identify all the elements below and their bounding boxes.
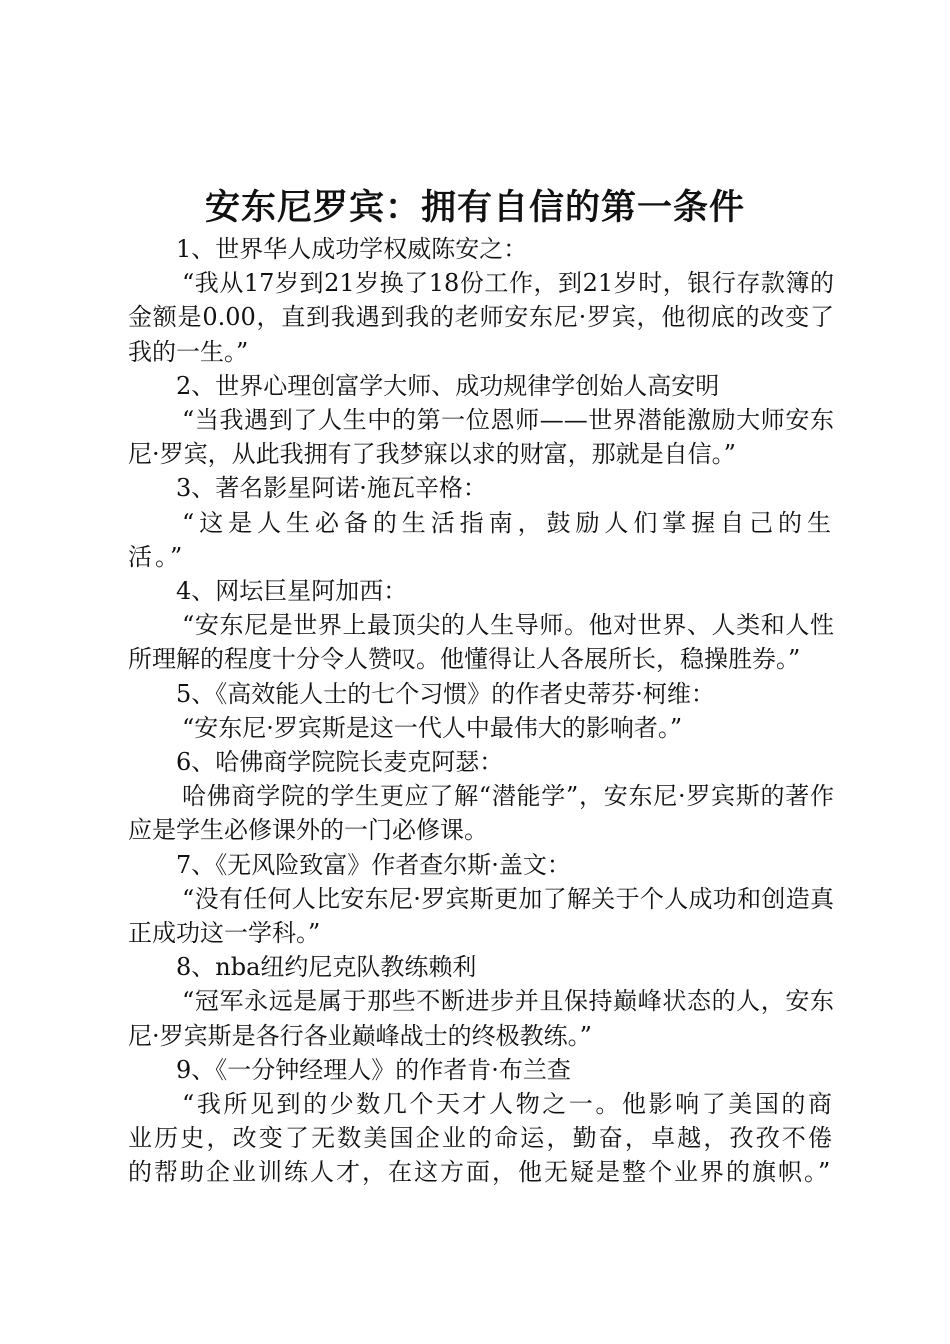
- entry-heading: 7、《无风险致富》作者查尔斯·盖文：: [176, 850, 571, 879]
- entry-heading: 9、《一分钟经理人》的作者肯·布兰查: [176, 1055, 571, 1084]
- entry-9: [128, 1053, 834, 1190]
- entry-quote: “冠军永远是属于那些不断进步并且保持巅峰状态的人，安东尼·罗宾斯是各行各业巅峰战士的终极教练。”: [128, 987, 834, 1050]
- entry-quote: 哈佛商学院的学生更应了解“潜能学”，安东尼·罗宾斯的著作应是学生必修课外的一门必修课。: [128, 782, 834, 845]
- entry-heading: 4、网坛巨星阿加西：: [176, 577, 408, 606]
- entry-quote: “安东尼是世界上最顶尖的人生导师。他对世界、人类和人性所理解的程度十分令人赞叹。他懂得让人各展所长，稳操胜券。”: [128, 611, 834, 674]
- entry-quote: “我从17岁到21岁换了18份工作，到21岁时，银行存款簿的金额是0.00，直到我遇到我的老师安东尼·罗宾，他彻底的改变了我的一生。”: [128, 269, 834, 366]
- entry-heading: 5、《高效能人士的七个习惯》的作者史蒂芬·柯维：: [176, 679, 715, 708]
- entry-quote: “我所见到的少数几个天才人物之一。他影响了美国的商业历史，改变了无数美国企业的命运，勤奋，卓越，孜孜不倦的帮助企业训练人才，在这方面，他无疑是整个业界的旗帜。”: [128, 1090, 834, 1187]
- entry-3: [128, 471, 834, 574]
- document-body: [128, 232, 834, 1190]
- entry-heading: 3、著名影星阿诺·施瓦辛格：: [176, 474, 487, 503]
- entry-quote: “这是人生必备的生活指南，鼓励人们掌握自己的生活。”: [128, 508, 834, 571]
- entry-quote: “没有任何人比安东尼·罗宾斯更加了解关于个人成功和创造真正成功这一学科。”: [128, 884, 834, 948]
- entry-8: [128, 950, 834, 1053]
- entry-5: [128, 677, 834, 745]
- entry-4: [128, 574, 834, 677]
- entry-7: [128, 848, 834, 951]
- entry-2: [128, 369, 834, 472]
- entry-1: [128, 232, 834, 369]
- entry-heading: 1、世界华人成功学权威陈安之：: [176, 235, 528, 263]
- document-title: 安东尼罗宾：拥有自信的第一条件: [204, 188, 745, 228]
- entry-quote: “当我遇到了人生中的第一位恩师——世界潜能激励大师安东尼·罗宾，从此我拥有了我梦寐以求的财富，那就是自信。”: [128, 406, 834, 469]
- entry-6: [128, 745, 834, 848]
- entry-heading: 8、nba纽约尼克队教练赖利: [176, 953, 477, 982]
- entry-quote: “安东尼·罗宾斯是这一代人中最伟大的影响者。”: [182, 713, 683, 742]
- entry-heading: 6、哈佛商学院院长麦克阿瑟：: [176, 748, 504, 777]
- entry-heading: 2、世界心理创富学大师、成功规律学创始人高安明: [176, 371, 720, 400]
